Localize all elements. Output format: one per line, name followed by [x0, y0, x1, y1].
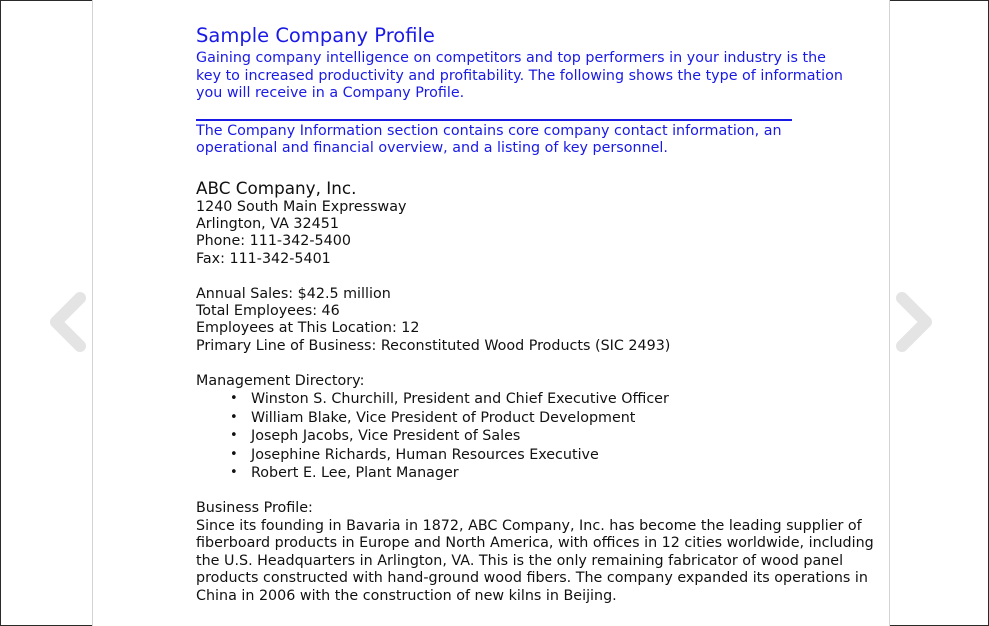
list-item: • Winston S. Churchill, President and Chief Executive Officer	[230, 390, 886, 409]
address-line-2: Arlington, VA 32451	[196, 215, 339, 232]
total-employees: Total Employees: 46	[196, 302, 340, 319]
intro-text: Gaining company intelligence on competitors and top performers in your industry is the key to increased productivity and profitability. The following shows the type of information you will receive in a Company Profile.	[196, 50, 843, 101]
company-name: ABC Company, Inc.	[196, 177, 357, 198]
list-item: • Joseph Jacobs, Vice President of Sales	[230, 427, 886, 446]
page-title: Sample Company Profile	[196, 24, 435, 47]
previous-page-button[interactable]	[40, 290, 100, 354]
business-profile-text: Since its founding in Bavaria in 1872, ABC Company, Inc. has become the leading supplier of fiberboard products in Europe and North America, with offices in 12 cities worldwide, including the U.S. Headquarters in Arlington, VA. This is the only remaining fabricator of wood panel products constructed with hand-ground wood fibers. The company expanded its operations in China in 2006 with the construction of new kilns in Beijing.	[196, 517, 874, 605]
list-item: • William Blake, Vice President of Product Development	[230, 409, 886, 428]
chevron-right-icon	[884, 290, 944, 354]
primary-line-of-business: Primary Line of Business: Reconstituted Wood Products (SIC 2493)	[196, 337, 671, 354]
fax-number: Fax: 111-342-5401	[196, 250, 331, 267]
document-page	[92, 0, 890, 626]
divider	[196, 119, 792, 121]
list-item: • Robert E. Lee, Plant Manager	[230, 464, 886, 483]
address-line-1: 1240 South Main Expressway	[196, 198, 407, 215]
business-profile-heading: Business Profile:	[196, 500, 313, 517]
document-content	[196, 22, 886, 606]
next-page-button[interactable]	[884, 290, 944, 354]
annual-sales: Annual Sales: $42.5 million	[196, 285, 391, 302]
employees-at-location: Employees at This Location: 12	[196, 320, 420, 337]
spacer	[196, 268, 886, 285]
list-item: • Josephine Richards, Human Resources Executive	[230, 446, 886, 465]
spacer	[196, 355, 886, 372]
management-heading: Management Directory:	[196, 372, 365, 389]
management-list	[196, 390, 886, 483]
chevron-left-icon	[40, 290, 100, 354]
phone-number: Phone: 111-342-5400	[196, 233, 351, 250]
spacer	[196, 483, 886, 500]
section-description: The Company Information section contains core company contact information, an operational and financial overview, and a listing of key personnel.	[196, 122, 782, 156]
